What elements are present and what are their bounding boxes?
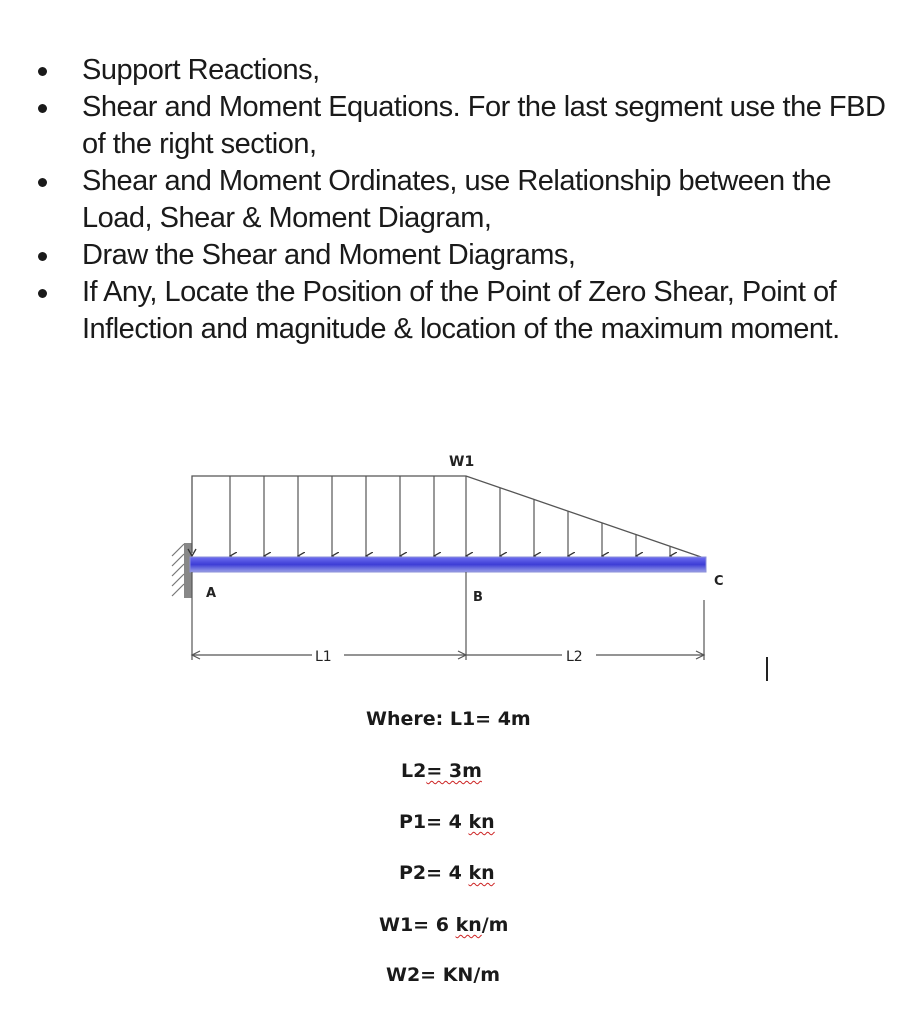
l2-label: L2	[401, 760, 427, 782]
given-w2	[386, 964, 500, 986]
bullet-item: Support Reactions,	[30, 52, 890, 89]
given-l2	[401, 760, 482, 782]
l1-value: L1= 4m	[449, 708, 531, 730]
l2-value: = 3m	[426, 760, 482, 782]
load-label-w1: W1	[449, 454, 475, 470]
dimension-extension-lines	[192, 572, 704, 660]
bullet-item: Shear and Moment Equations. For the last segment use the FBD of the right section,	[30, 89, 890, 163]
p2-label: P2= 4	[399, 862, 469, 884]
w1-label: W1= 6	[379, 914, 456, 936]
p1-label: P1= 4	[399, 811, 469, 833]
dimension-label-l1: L1	[315, 649, 332, 665]
where-label: Where:	[366, 708, 450, 730]
w1-unit: kn	[455, 914, 482, 936]
given-w1	[379, 914, 508, 936]
p1-unit: kn	[468, 811, 495, 833]
text-cursor	[766, 657, 768, 681]
load-arrows	[230, 476, 670, 556]
w2-value: W2= KN/m	[386, 964, 501, 986]
point-label-c: C	[714, 574, 724, 589]
given-l1	[366, 708, 531, 730]
point-label-a: A	[206, 586, 217, 601]
dimension-label-l2: L2	[566, 649, 583, 665]
bullet-item: If Any, Locate the Position of the Point of Zero Shear, Point of Inflection and magnitude & location of the maximum moment.	[30, 274, 890, 348]
beam	[190, 557, 706, 572]
bullet-item: Draw the Shear and Moment Diagrams,	[30, 237, 890, 274]
dimension-lines	[192, 651, 704, 659]
point-label-b: B	[473, 590, 483, 605]
given-p1	[399, 811, 495, 833]
given-p2	[399, 862, 495, 884]
w1-unit-suffix: /m	[481, 914, 509, 936]
distributed-load	[192, 476, 704, 558]
bullet-item: Shear and Moment Ordinates, use Relationship between the Load, Shear & Moment Diagram,	[30, 163, 890, 237]
p2-unit: kn	[468, 862, 495, 884]
